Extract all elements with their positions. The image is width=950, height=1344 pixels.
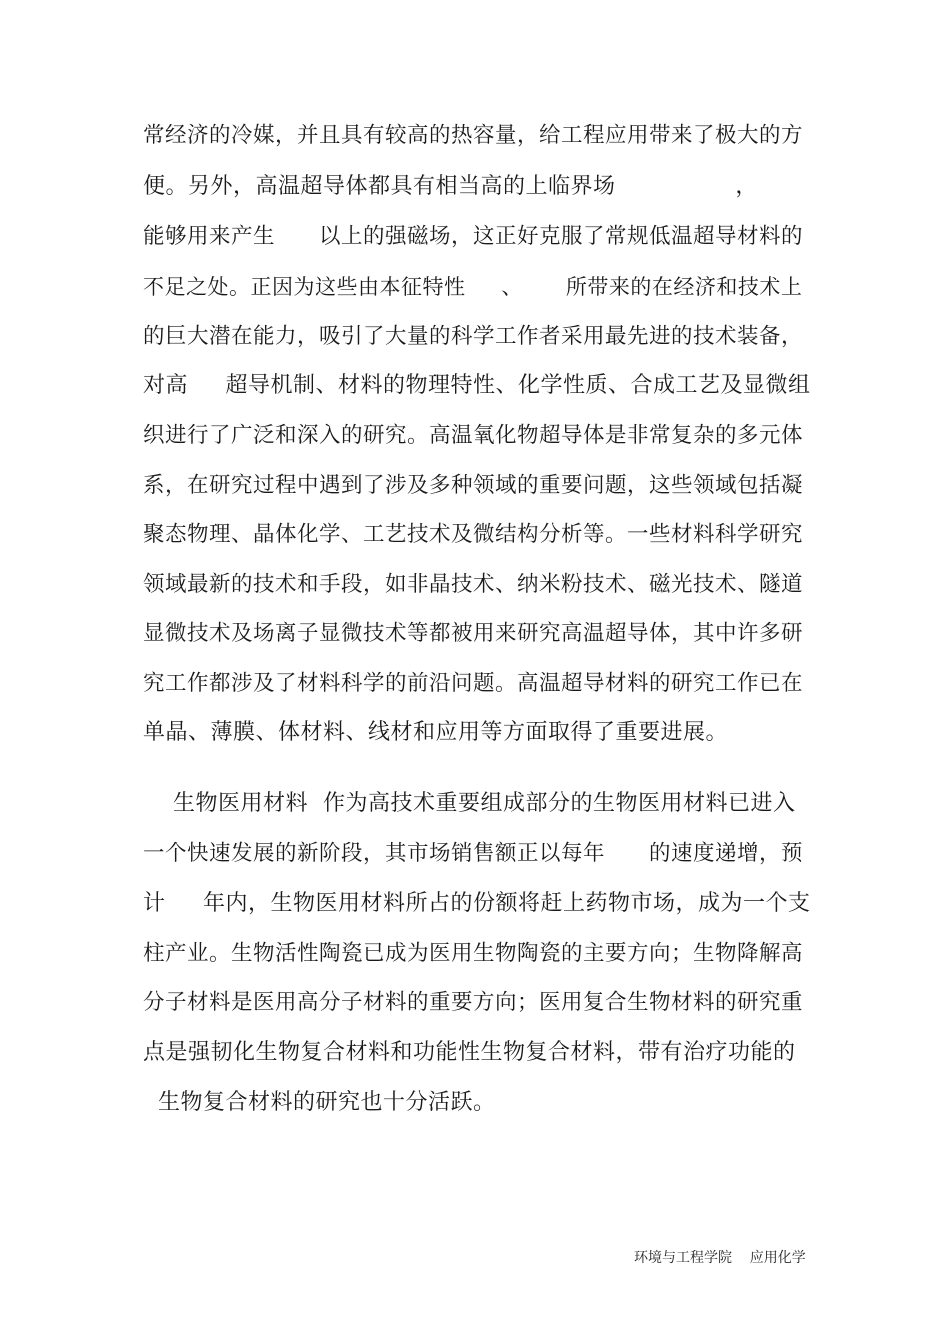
text-line: 柱产业。生物活性陶瓷已成为医用生物陶瓷的主要方向；生物降解高 xyxy=(143,941,804,966)
text-line: 织进行了广泛和深入的研究。高温氧化物超导体是非常复杂的多元体 xyxy=(143,423,804,448)
text-line: 分子材料是医用高分子材料的重要方向；医用复合生物材料的研究重 xyxy=(143,990,804,1015)
text-line: 系，在研究过程中遇到了涉及多种领域的重要问题，这些领域包括凝 xyxy=(143,473,804,498)
text-line: 单晶、薄膜、体材料、线材和应用等方面取得了重要进展。 xyxy=(143,720,729,745)
text-line: 聚态物理、晶体化学、工艺技术及微结构分析等。一些材料科学研究 xyxy=(143,522,804,547)
text-line: 便。另外，高温超导体都具有相当高的上临界场 ， xyxy=(143,174,758,199)
text-line: 的巨大潜在能力，吸引了大量的科学工作者采用最先进的技术装备， xyxy=(143,324,804,349)
text-line: 点是强韧化生物复合材料和功能性生物复合材料，带有治疗功能的 xyxy=(143,1040,796,1065)
text-line: 领域最新的技术和手段，如非晶技术、纳米粉技术、磁光技术、隧道 xyxy=(143,572,804,597)
text-line: 能够用来产生 以上的强磁场，这正好克服了常规低温超导材料的 xyxy=(143,224,804,249)
text-line: 究工作都涉及了材料科学的前沿问题。高温超导材料的研究工作已在 xyxy=(143,671,804,696)
text-line: 常经济的冷媒，并且具有较高的热容量，给工程应用带来了极大的方 xyxy=(143,123,804,148)
text-line: 计 年内，生物医用材料所占的份额将赶上药物市场，成为一个支 xyxy=(143,891,811,916)
text-line: 显微技术及场离子显微技术等都被用来研究高温超导体，其中许多研 xyxy=(143,621,804,646)
text-line: 生物医用材料 作为高技术重要组成部分的生物医用材料已进入 xyxy=(143,791,796,816)
page-footer: 环境与工程学院 应用化学 xyxy=(634,1250,806,1266)
text-line: 生物复合材料的研究也十分活跃。 xyxy=(143,1090,496,1115)
text-line: 不足之处。正因为这些由本征特性 、 所带来的在经济和技术上 xyxy=(143,275,803,299)
text-line: 对高 超导机制、材料的物理特性、化学性质、合成工艺及显微组 xyxy=(143,373,811,398)
text-line: 一个快速发展的新阶段，其市场销售额正以每年 的速度递增，预 xyxy=(143,841,804,866)
